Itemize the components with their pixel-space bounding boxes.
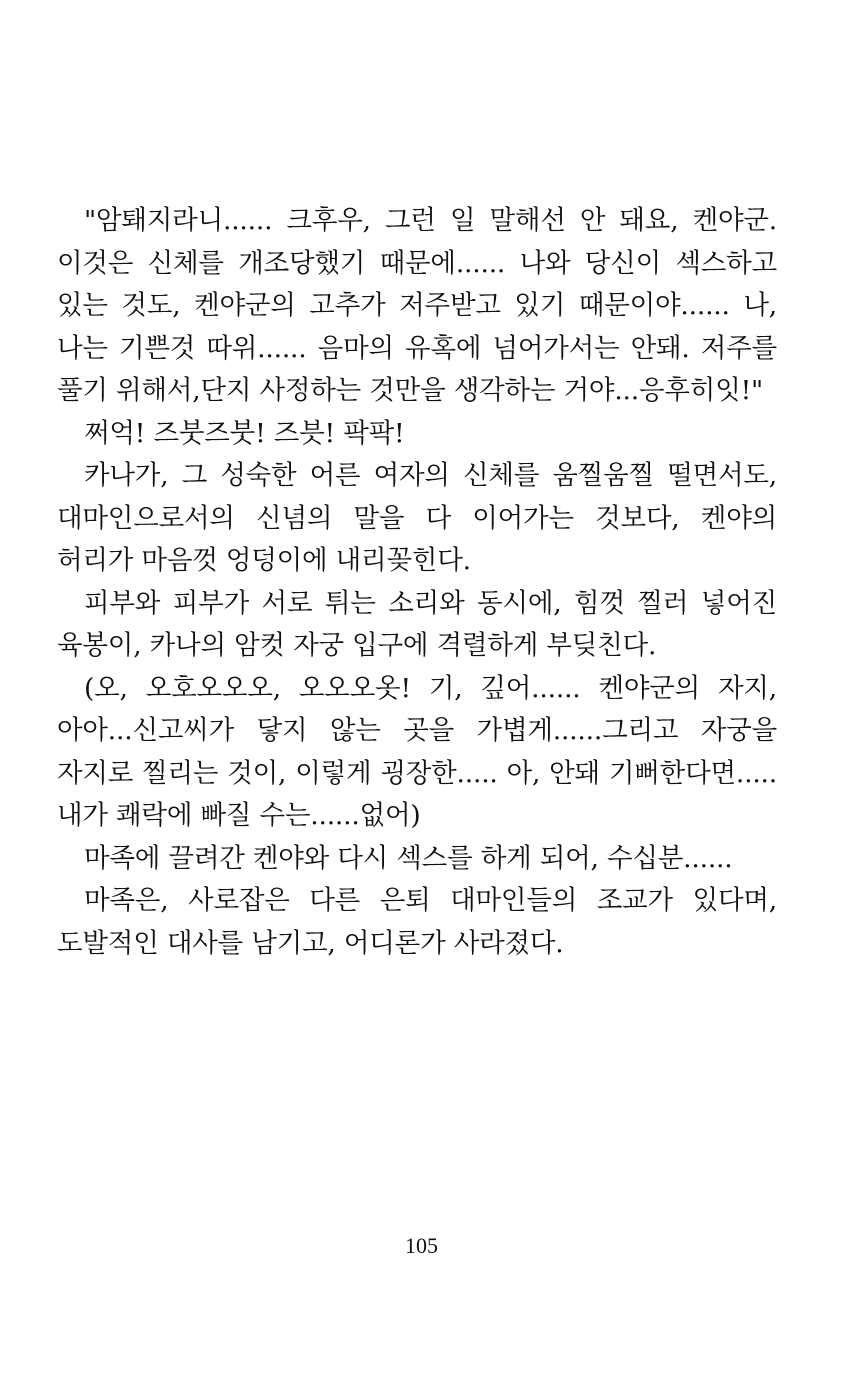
paragraph-6: 마족에 끌려간 켄야와 다시 섹스를 하게 되어, 수십분...... xyxy=(84,842,733,874)
paragraph-1: "암퇘지라니...... 크후우, 그런 일 말해선 안 돼요, 켄야군. 이것은 신체를 개조당했기 때문에...... 나와 당신이 섹스하고 있는 것도, 켄야군의 고추가 저주받고 있기 때문이야...... 나, 나는 기쁜것 따위...... 음마의 유혹에 넘어가서는 안돼. 저주를 풀기 위해서,단지 사정하는 것만을 생각하는 거야...응후히잇!" xyxy=(57,205,777,406)
paragraph-5: (오, 오호오오오, 오오오옷! 기, 깊어...... 켄야군의 자지, 아아...신고씨가 닿지 않는 곳을 가볍게......그리고 자궁을 자지로 찔리는 것이, 이렇게 굉장한..... 아, 안돼 기뻐한다면..... 내가 쾌락에 빠질 수는......없어) xyxy=(57,672,777,831)
paragraph-3: 카나가, 그 성숙한 어른 여자의 신체를 움찔움찔 떨면서도, 대마인으로서의 신념의 말을 다 이어가는 것보다, 켄야의 허리가 마음껏 엉덩이에 내리꽂힌다. xyxy=(57,460,777,576)
paragraph-2: 쩌억! 즈붓즈붓! 즈븟! 팍팍! xyxy=(84,417,405,449)
paragraph-7: 마족은, 사로잡은 다른 은퇴 대마인들의 조교가 있다며, 도발적인 대사를 남기고, 어디론가 사라졌다. xyxy=(57,885,777,959)
paragraph-4: 피부와 피부가 서로 튀는 소리와 동시에, 힘껏 찔러 넣어진 육봉이, 카나의 암컷 자궁 입구에 격렬하게 부딪친다. xyxy=(57,587,777,661)
body-text xyxy=(57,200,777,965)
page-number: 105 xyxy=(405,1233,438,1258)
